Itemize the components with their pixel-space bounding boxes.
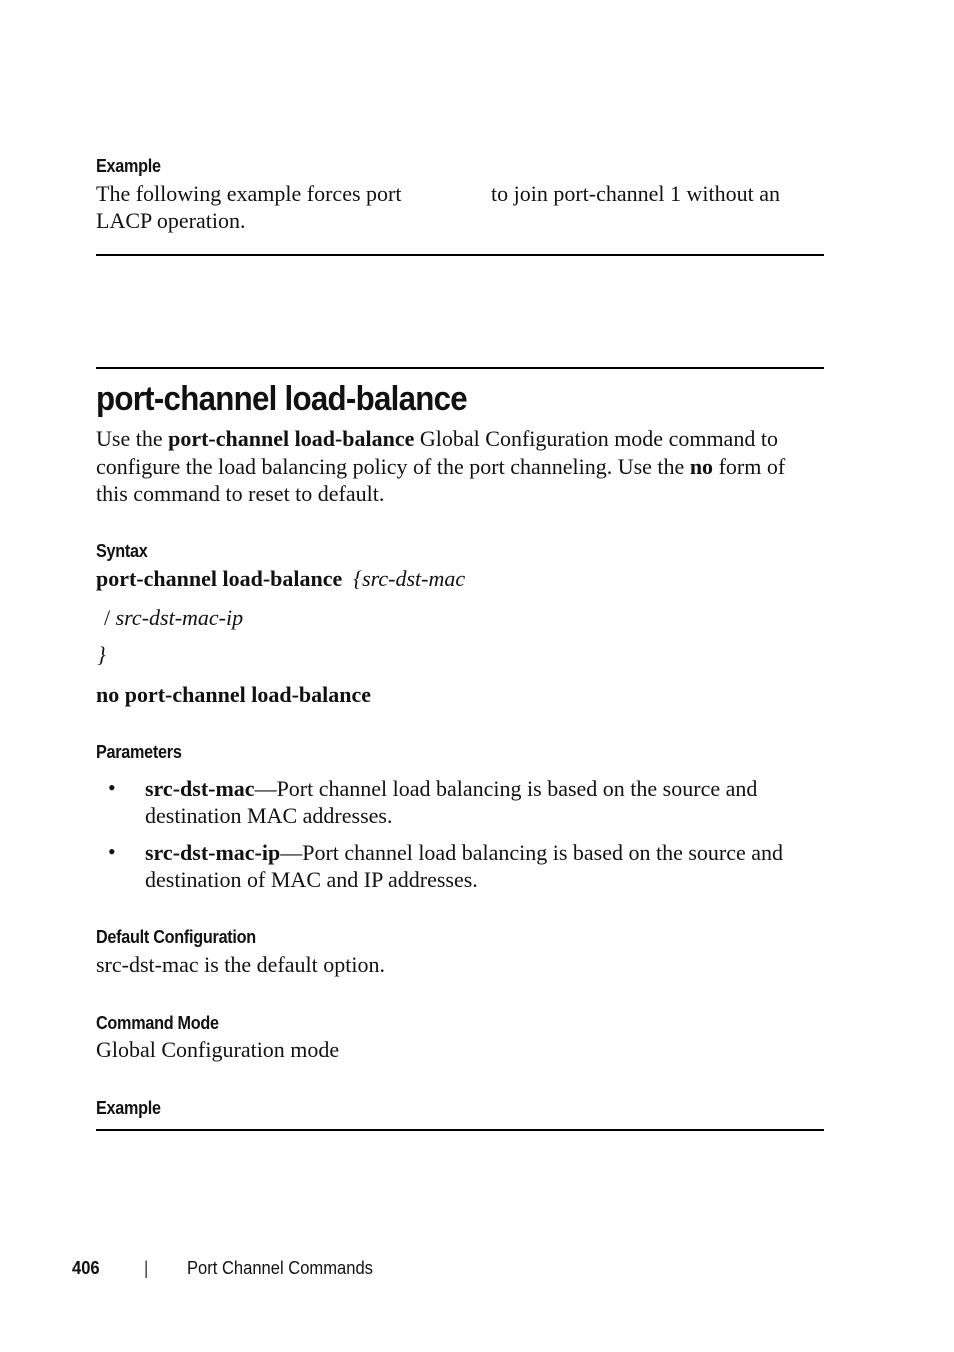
top-example-text-line2: LACP operation. xyxy=(96,208,246,233)
intro-command: port-channel load-balance xyxy=(168,426,415,451)
intro-no-keyword: no xyxy=(689,454,714,479)
syntax-command: port-channel load-balance xyxy=(96,566,343,591)
param-2-desc: —Port channel load balancing is based on the source and xyxy=(280,840,784,865)
intro-line-2 xyxy=(96,453,785,480)
section-title: port-channel load-balance xyxy=(96,380,467,418)
section-top-rule xyxy=(96,367,824,369)
param-1-term: src-dst-mac xyxy=(145,776,255,801)
bullet-icon: • xyxy=(108,839,116,864)
syntax-line-2 xyxy=(104,604,243,631)
param-2-line-2: destination of MAC and IP addresses. xyxy=(145,867,478,892)
intro-text-c: configure the load balancing policy of the port channeling. Use the xyxy=(96,454,690,479)
default-config-heading: Default Configuration xyxy=(96,927,256,947)
intro-text-b: Global Configuration mode command to xyxy=(414,426,778,451)
param-1-desc: —Port channel load balancing is based on the source and xyxy=(254,776,758,801)
syntax-line-1 xyxy=(96,565,465,592)
intro-line-1 xyxy=(96,425,778,452)
param-2-line-1 xyxy=(145,839,783,866)
param-1-line-1 xyxy=(145,775,757,802)
chapter-title: Port Channel Commands xyxy=(187,1258,373,1278)
top-example-text-part2: to join port-channel 1 without an xyxy=(491,181,780,206)
top-example-rule xyxy=(96,254,824,256)
example-rule xyxy=(96,1129,824,1131)
param-1-line-2: destination MAC addresses. xyxy=(145,803,393,828)
syntax-heading: Syntax xyxy=(96,541,148,561)
param-2-term: src-dst-mac-ip xyxy=(145,840,281,865)
top-example-heading: Example xyxy=(96,156,161,176)
page-number: 406 xyxy=(72,1258,100,1278)
syntax-no-command: no port-channel load-balance xyxy=(96,682,372,707)
parameters-heading: Parameters xyxy=(96,742,182,762)
intro-text-d: form of xyxy=(713,454,786,479)
syntax-close-brace: } xyxy=(97,642,106,667)
intro-line-3: this command to reset to default. xyxy=(96,481,385,506)
syntax-separator: / xyxy=(104,605,111,630)
default-config-text: src-dst-mac is the default option. xyxy=(96,952,385,977)
syntax-option-2: src-dst-mac-ip xyxy=(115,605,244,630)
top-example-text-part1: The following example forces port xyxy=(96,181,402,206)
intro-text-a: Use the xyxy=(96,426,169,451)
command-mode-text: Global Configuration mode xyxy=(96,1037,340,1062)
command-mode-heading: Command Mode xyxy=(96,1013,219,1033)
bullet-icon: • xyxy=(108,775,116,800)
footer-separator: | xyxy=(144,1258,149,1278)
example-heading: Example xyxy=(96,1098,161,1118)
syntax-option-1: {src-dst-mac xyxy=(353,566,466,591)
